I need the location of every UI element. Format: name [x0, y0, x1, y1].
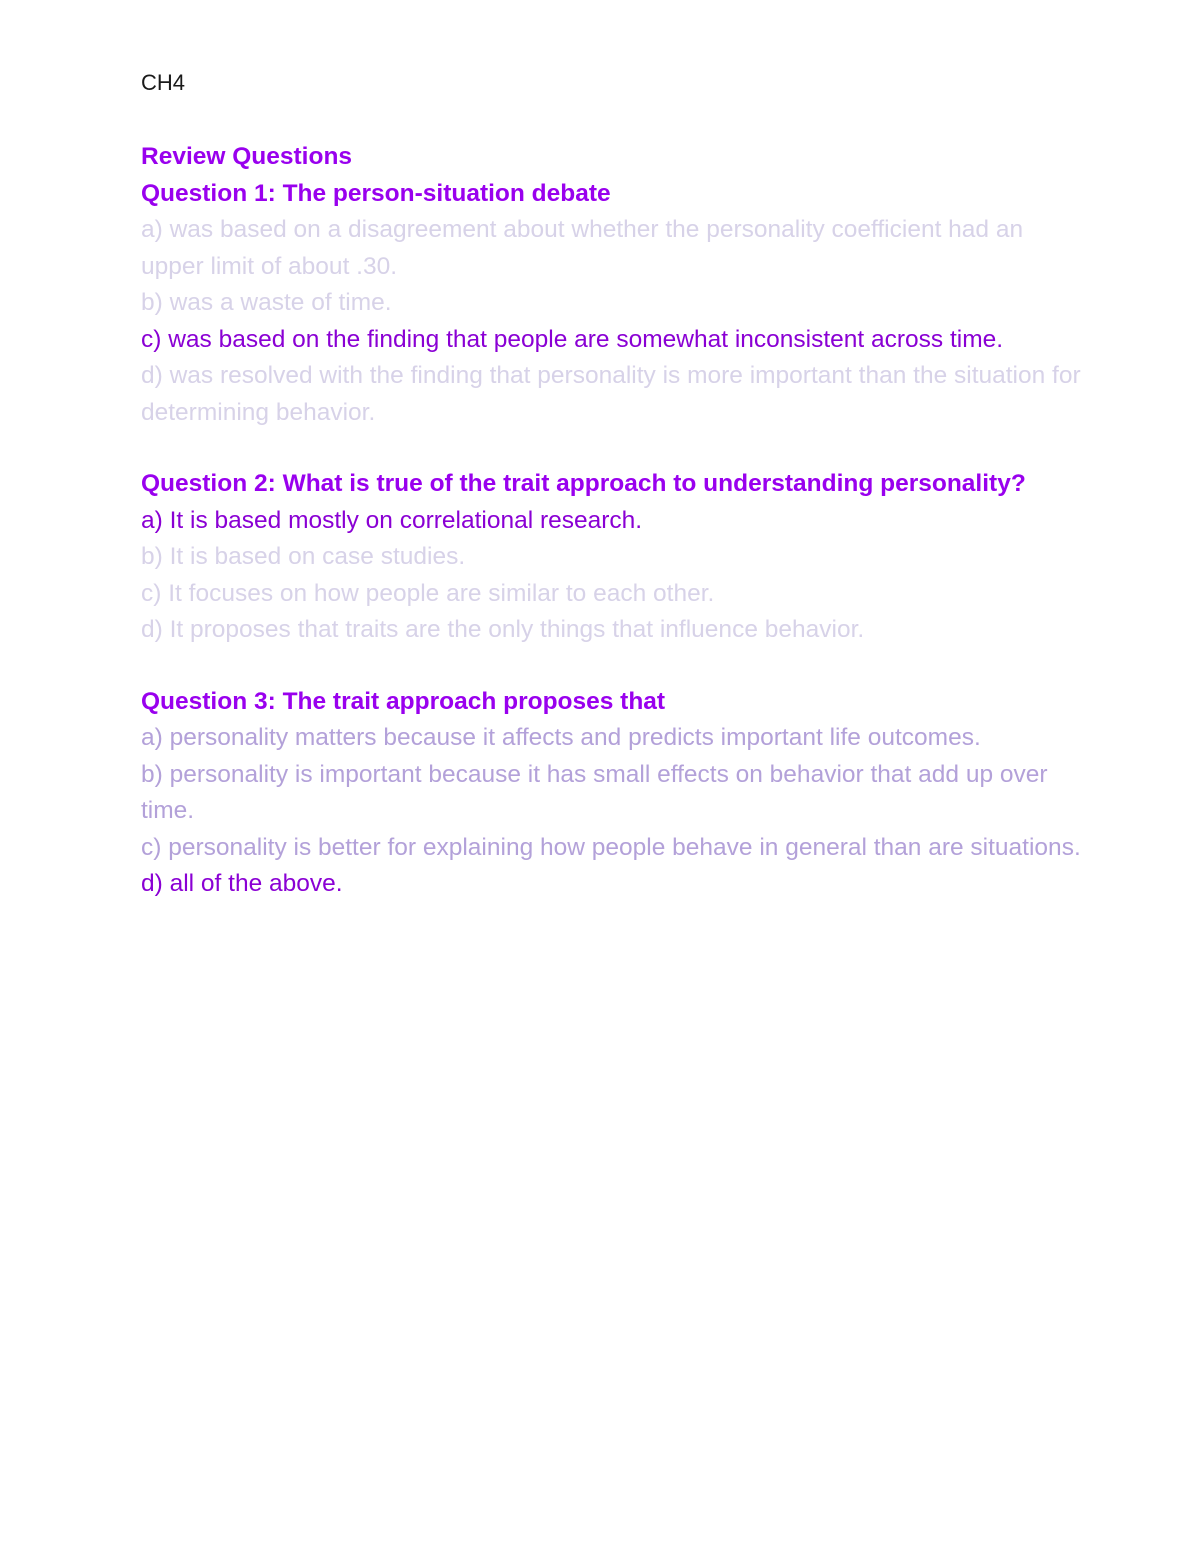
question-block-2 [141, 466, 1081, 649]
option-a: a) personality matters because it affects and predicts important life outcomes. [141, 724, 981, 751]
option-a: a) was based on a disagreement about whether the personality coefficient had an upper limit of about .30. [141, 216, 1024, 280]
spacer [141, 649, 1081, 684]
option-c: c) It focuses on how people are similar to each other. [141, 579, 715, 607]
section-title: Review Questions [141, 143, 353, 170]
question-block-1 [141, 176, 1081, 432]
option-b: b) It is based on case studies. [141, 543, 466, 570]
option-c-correct: c) was based on the finding that people are somewhat inconsistent across time. [141, 325, 1004, 353]
option-d: d) was resolved with the finding that personality is more important than the situation for determining behavior. [141, 362, 1081, 426]
page-header: CH4 [141, 70, 186, 95]
option-c: c) personality is better for explaining how people behave in general than are situations. [141, 833, 1081, 861]
review-questions-section [141, 139, 1081, 903]
option-b: b) personality is important because it has small effects on behavior that add up over time. [141, 760, 1048, 824]
question-prompt: Question 2: What is true of the trait approach to understanding personality? [141, 470, 1026, 497]
spacer [141, 431, 1081, 466]
question-prompt: Question 1: The person-situation debate [141, 179, 611, 207]
question-prompt: Question 3: The trait approach proposes that [141, 687, 666, 715]
question-block-3 [141, 684, 1081, 903]
option-a-correct: a) It is based mostly on correlational research. [141, 506, 643, 534]
option-b: b) was a waste of time. [141, 289, 392, 316]
option-d-correct: d) all of the above. [141, 870, 343, 897]
option-d: d) It proposes that traits are the only things that influence behavior. [141, 616, 865, 643]
